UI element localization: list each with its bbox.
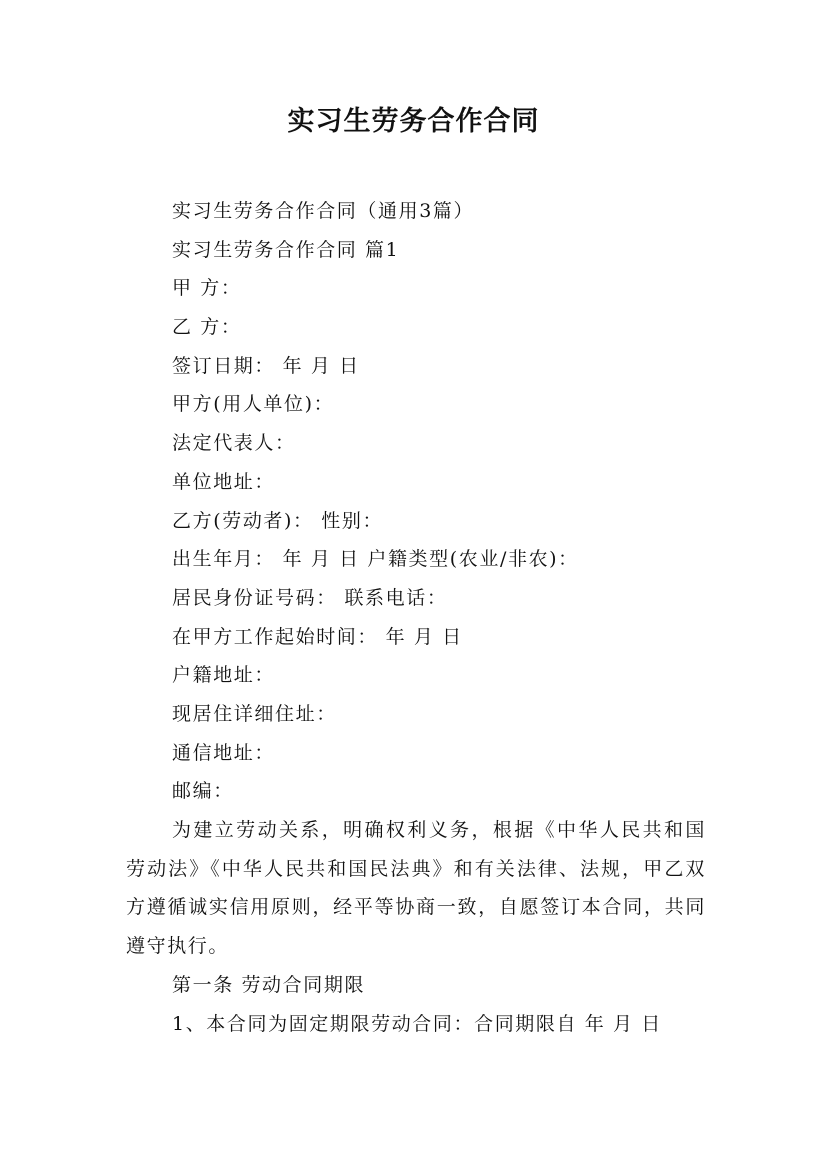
work-start-line: 在甲方工作起始时间： 年 月 日 [172,625,463,648]
clause-1-line: 1、本合同为固定期限劳动合同：合同期限自 年 月 日 [172,1012,662,1035]
document-title: 实习生劳务合作合同 [287,106,540,137]
signing-date-line: 签订日期： 年 月 日 [172,354,360,377]
document-body [126,192,706,1043]
birth-household-line: 出生年月： 年 月 日 户籍类型(农业/非农)： [172,548,579,571]
postal-code-line: 邮编： [172,780,234,803]
worker-gender-line: 乙方(劳动者)： 性别： [172,509,384,532]
legal-representative-line: 法定代表人： [172,432,296,455]
section-heading: 第一条 劳动合同期限 [172,973,366,996]
contract-purpose-paragraph: 为建立劳动关系，明确权利义务，根据《中华人民共和国劳动法》《中华人民共和国民法典》和有关法律、法规，甲乙双方遵循诚实信用原则，经平等协商一致，自愿签订本合同，共同遵守执行。 [126,819,706,958]
article-heading-line: 实习生劳务合作合同 篇1 [172,238,400,261]
employer-line: 甲方(用人单位)： [172,393,335,416]
party-b-line: 乙 方： [172,316,242,339]
id-phone-line: 居民身份证号码： 联系电话： [172,586,448,609]
employer-address-line: 单位地址： [172,470,276,493]
mailing-address-line: 通信地址： [172,741,276,764]
party-a-line: 甲 方： [172,277,242,300]
subtitle-line: 实习生劳务合作合同（通用3篇） [172,200,475,222]
residence-address-line: 现居住详细住址： [172,702,337,725]
household-address-line: 户籍地址： [172,664,276,687]
